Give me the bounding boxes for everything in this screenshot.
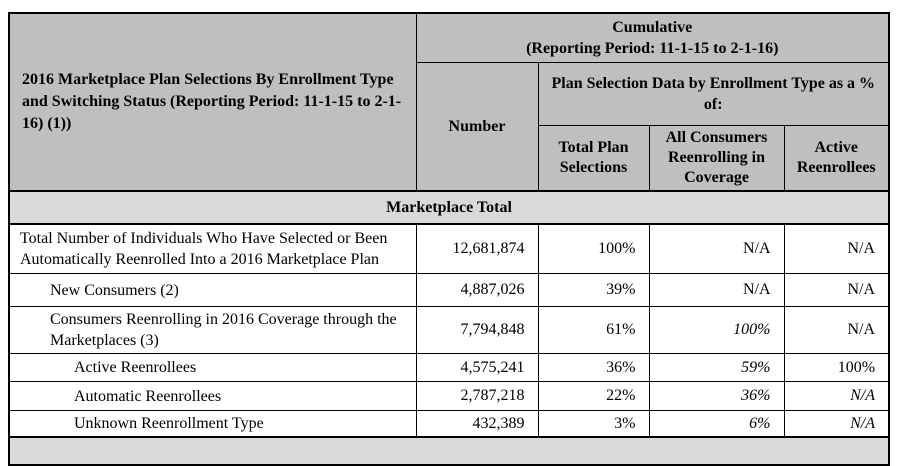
cumulative-header <box>416 13 889 63</box>
row-label: Automatic Reenrollees <box>9 382 416 411</box>
header-row-cumulative <box>9 13 889 63</box>
section-title-marketplace-total: Marketplace Total <box>9 191 889 224</box>
next-section-cell <box>9 437 889 465</box>
active-pct-value: N/A <box>784 224 889 274</box>
total-pct-value: 39% <box>538 274 649 307</box>
table-row <box>9 382 889 411</box>
active-pct-value: 100% <box>784 354 889 382</box>
number-value: 7,794,848 <box>416 307 538 354</box>
all-consumers-pct-value: 100% <box>649 307 784 354</box>
number-value: 432,389 <box>416 411 538 438</box>
active-pct-value: N/A <box>784 307 889 354</box>
total-pct-value: 22% <box>538 382 649 411</box>
next-section-row-partial <box>9 437 889 465</box>
table-title-cell: 2016 Marketplace Plan Selections By Enrollment Type and Switching Status (Reporting Period: 11-1-15 to 2-1-16) (1)) <box>9 13 416 191</box>
all-consumers-pct-value: 6% <box>649 411 784 438</box>
cumulative-header-line1: Cumulative <box>612 19 693 36</box>
table-row <box>9 307 889 354</box>
row-label: Active Reenrollees <box>9 354 416 382</box>
number-value: 12,681,874 <box>416 224 538 274</box>
all-consumers-pct-value: 36% <box>649 382 784 411</box>
enrollment-table <box>8 12 890 466</box>
row-label: New Consumers (2) <box>9 274 416 307</box>
all-consumers-pct-value: N/A <box>649 224 784 274</box>
total-pct-value: 3% <box>538 411 649 438</box>
table-row <box>9 274 889 307</box>
active-reenrollees-header: Active Reenrollees <box>784 126 889 192</box>
section-header-row <box>9 191 889 224</box>
row-label: Consumers Reenrolling in 2016 Coverage through the Marketplaces (3) <box>9 307 416 354</box>
table-row <box>9 411 889 438</box>
pct-group-header: Plan Selection Data by Enrollment Type as a % of: <box>538 63 889 126</box>
number-column-header: Number <box>416 63 538 192</box>
table-row <box>9 224 889 274</box>
all-consumers-reenrolling-header: All Consumers Reenrolling in Coverage <box>649 126 784 192</box>
active-pct-value: N/A <box>784 274 889 307</box>
row-label: Unknown Reenrollment Type <box>9 411 416 438</box>
all-consumers-pct-value: N/A <box>649 274 784 307</box>
all-consumers-pct-value: 59% <box>649 354 784 382</box>
enrollment-table-container <box>8 12 890 466</box>
total-pct-value: 36% <box>538 354 649 382</box>
active-pct-value: N/A <box>784 411 889 438</box>
total-plan-selections-header: Total Plan Selections <box>538 126 649 192</box>
active-pct-value: N/A <box>784 382 889 411</box>
number-value: 4,887,026 <box>416 274 538 307</box>
table-row <box>9 354 889 382</box>
total-pct-value: 100% <box>538 224 649 274</box>
row-label: Total Number of Individuals Who Have Selected or Been Automatically Reenrolled Into a 2016 Marketplace Plan <box>9 224 416 274</box>
total-pct-value: 61% <box>538 307 649 354</box>
number-value: 2,787,218 <box>416 382 538 411</box>
number-value: 4,575,241 <box>416 354 538 382</box>
cumulative-header-line2: (Reporting Period: 11-1-15 to 2-1-16) <box>526 40 779 57</box>
